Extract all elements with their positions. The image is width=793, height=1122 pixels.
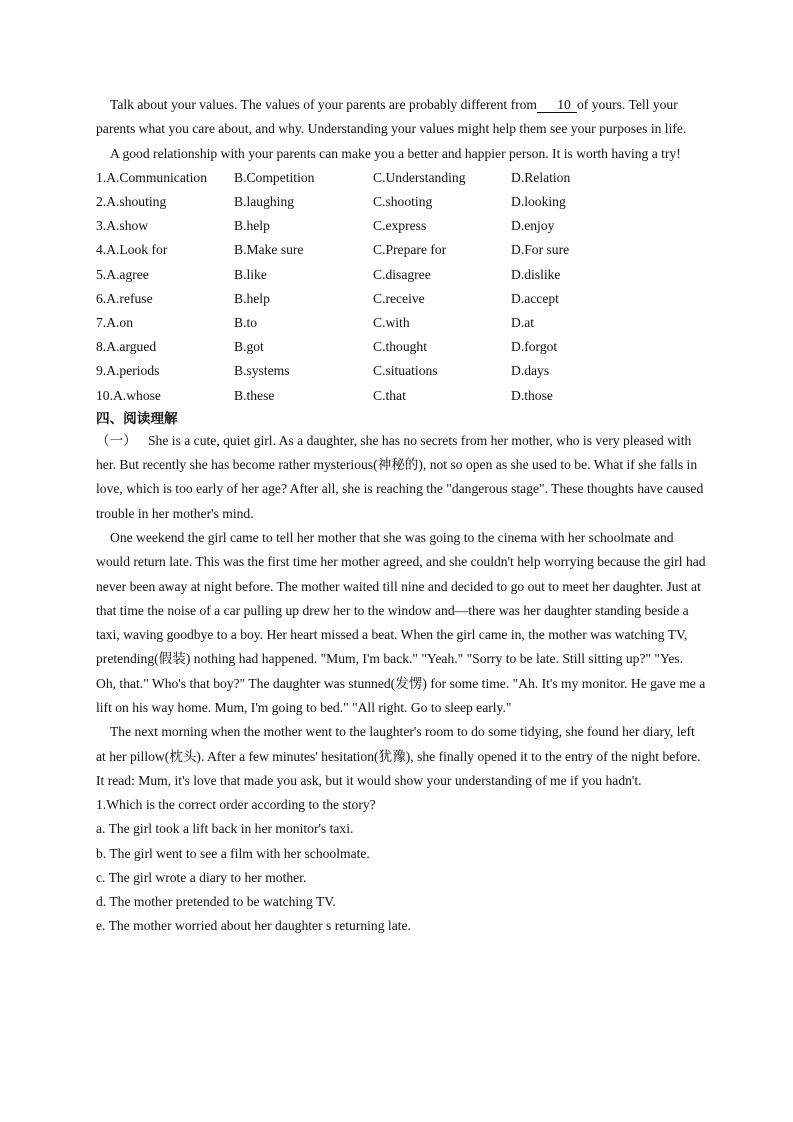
option-b: B.like bbox=[234, 266, 267, 282]
option-d: D.For sure bbox=[511, 242, 570, 258]
option-b: B.help bbox=[234, 290, 270, 306]
option-a: 3.A.show bbox=[96, 218, 149, 234]
option-c: C.with bbox=[373, 315, 410, 331]
paragraph-text: Talk about your values. The values of your parents are probably different from bbox=[110, 97, 537, 112]
option-row bbox=[96, 384, 706, 408]
reading-paragraph: The next morning when the mother went to the laughter's room to do some tidying, she found her diary, left at her pillow(枕头). After a few minutes' hesitation(犹豫), she finally opened it to the entry of the night before. It read: Mum, it's love that made you ask, but it would show your understanding of me if you hadn't. bbox=[96, 724, 701, 788]
option-b: B.Make sure bbox=[234, 242, 304, 258]
question-item: e. The mother worried about her daughter s returning late. bbox=[96, 918, 411, 934]
passage-paragraph: A good relationship with your parents can make you a better and happier person. It is worth having a try! bbox=[110, 145, 681, 161]
option-row bbox=[96, 238, 706, 262]
option-row bbox=[96, 359, 706, 383]
question-item: c. The girl wrote a diary to her mother. bbox=[96, 869, 307, 885]
option-d: D.accept bbox=[511, 290, 559, 306]
option-row bbox=[96, 214, 706, 238]
option-c: C.Prepare for bbox=[373, 242, 447, 258]
option-d: D.at bbox=[511, 315, 535, 331]
option-b: B.these bbox=[234, 387, 275, 403]
option-row bbox=[96, 166, 706, 190]
option-d: D.Relation bbox=[511, 169, 571, 185]
option-a: 10.A.whose bbox=[96, 387, 161, 403]
reading-paragraph bbox=[96, 429, 706, 526]
option-row bbox=[96, 335, 706, 359]
paragraph-text: of yours. Tell your parents what you care about, and why. Understanding your values might help them see your purposes in life. bbox=[96, 97, 687, 137]
option-b: B.Competition bbox=[234, 169, 315, 185]
option-d: D.forgot bbox=[511, 339, 558, 355]
option-row bbox=[96, 263, 706, 287]
options-table bbox=[96, 166, 706, 408]
option-row bbox=[96, 311, 706, 335]
option-c: C.situations bbox=[373, 363, 438, 379]
option-b: B.got bbox=[234, 339, 264, 355]
option-c: C.disagree bbox=[373, 266, 431, 282]
option-row bbox=[96, 190, 706, 214]
option-a: 2.A.shouting bbox=[96, 194, 167, 210]
option-d: D.those bbox=[511, 387, 553, 403]
passage-tag: （一） bbox=[96, 432, 137, 448]
option-d: D.days bbox=[511, 363, 550, 379]
option-c: C.Understanding bbox=[373, 169, 466, 185]
option-row bbox=[96, 287, 706, 311]
reading-paragraph: One weekend the girl came to tell her mother that she was going to the cinema with her schoolmate and would return late. This was the first time her mother agreed, and she couldn't help worrying because the girl had never been away at night before. The mother waited till nine and decided to go out to meet her daughter. Just at that time the noise of a car pulling up drew her to the window and—there was her daughter standing beside a taxi, waving goodbye to a boy. Her heart missed a beat. When the girl came in, the mother was watching TV, pretending(假装) nothing had happened. "Mum, I'm back." "Yeah." "Sorry to be late. Still sitting up?" "Yes. Oh, that." Who's that boy?" The daughter was stunned(发愣) for some time. "Ah. It's my monitor. He gave me a lift on his way home. Mum, I'm going to bed." "All right. Go to sleep early." bbox=[96, 529, 706, 716]
option-d: D.dislike bbox=[511, 266, 561, 282]
option-b: B.help bbox=[234, 218, 270, 234]
option-a: 7.A.on bbox=[96, 315, 134, 331]
option-c: C.that bbox=[373, 387, 406, 403]
paragraph-text: She is a cute, quiet girl. As a daughter, she has no secrets from her mother, who is very pleased with her. But recently she has become rather mysterious(神秘的), not so open as she used to be. What if she falls in love, which is too early of her age? After all, she is reaching the "dangerous stage". These thoughts have caused trouble in her mother's mind. bbox=[96, 432, 704, 521]
option-a: 5.A.agree bbox=[96, 266, 149, 282]
question-item: b. The girl went to see a film with her schoolmate. bbox=[96, 845, 370, 861]
option-a: 1.A.Communication bbox=[96, 169, 208, 185]
section-title: 四、阅读理解 bbox=[96, 410, 178, 427]
option-b: B.laughing bbox=[234, 194, 295, 210]
document-content bbox=[96, 93, 706, 938]
option-c: C.thought bbox=[373, 339, 428, 355]
option-c: C.shooting bbox=[373, 194, 433, 210]
question-item: d. The mother pretended to be watching TV. bbox=[96, 894, 336, 910]
option-c: C.receive bbox=[373, 290, 425, 306]
option-a: 6.A.refuse bbox=[96, 290, 153, 306]
passage-paragraph bbox=[96, 93, 706, 142]
option-a: 9.A.periods bbox=[96, 363, 160, 379]
option-a: 8.A.argued bbox=[96, 339, 157, 355]
question-item: a. The girl took a lift back in her monitor's taxi. bbox=[96, 821, 354, 837]
option-c: C.express bbox=[373, 218, 427, 234]
option-b: B.to bbox=[234, 315, 258, 331]
option-d: D.looking bbox=[511, 194, 566, 210]
option-b: B.systems bbox=[234, 363, 290, 379]
question-stem: 1.Which is the correct order according to the story? bbox=[96, 797, 376, 813]
answer-blank: 10 bbox=[537, 97, 577, 113]
option-d: D.enjoy bbox=[511, 218, 555, 234]
option-a: 4.A.Look for bbox=[96, 242, 168, 258]
